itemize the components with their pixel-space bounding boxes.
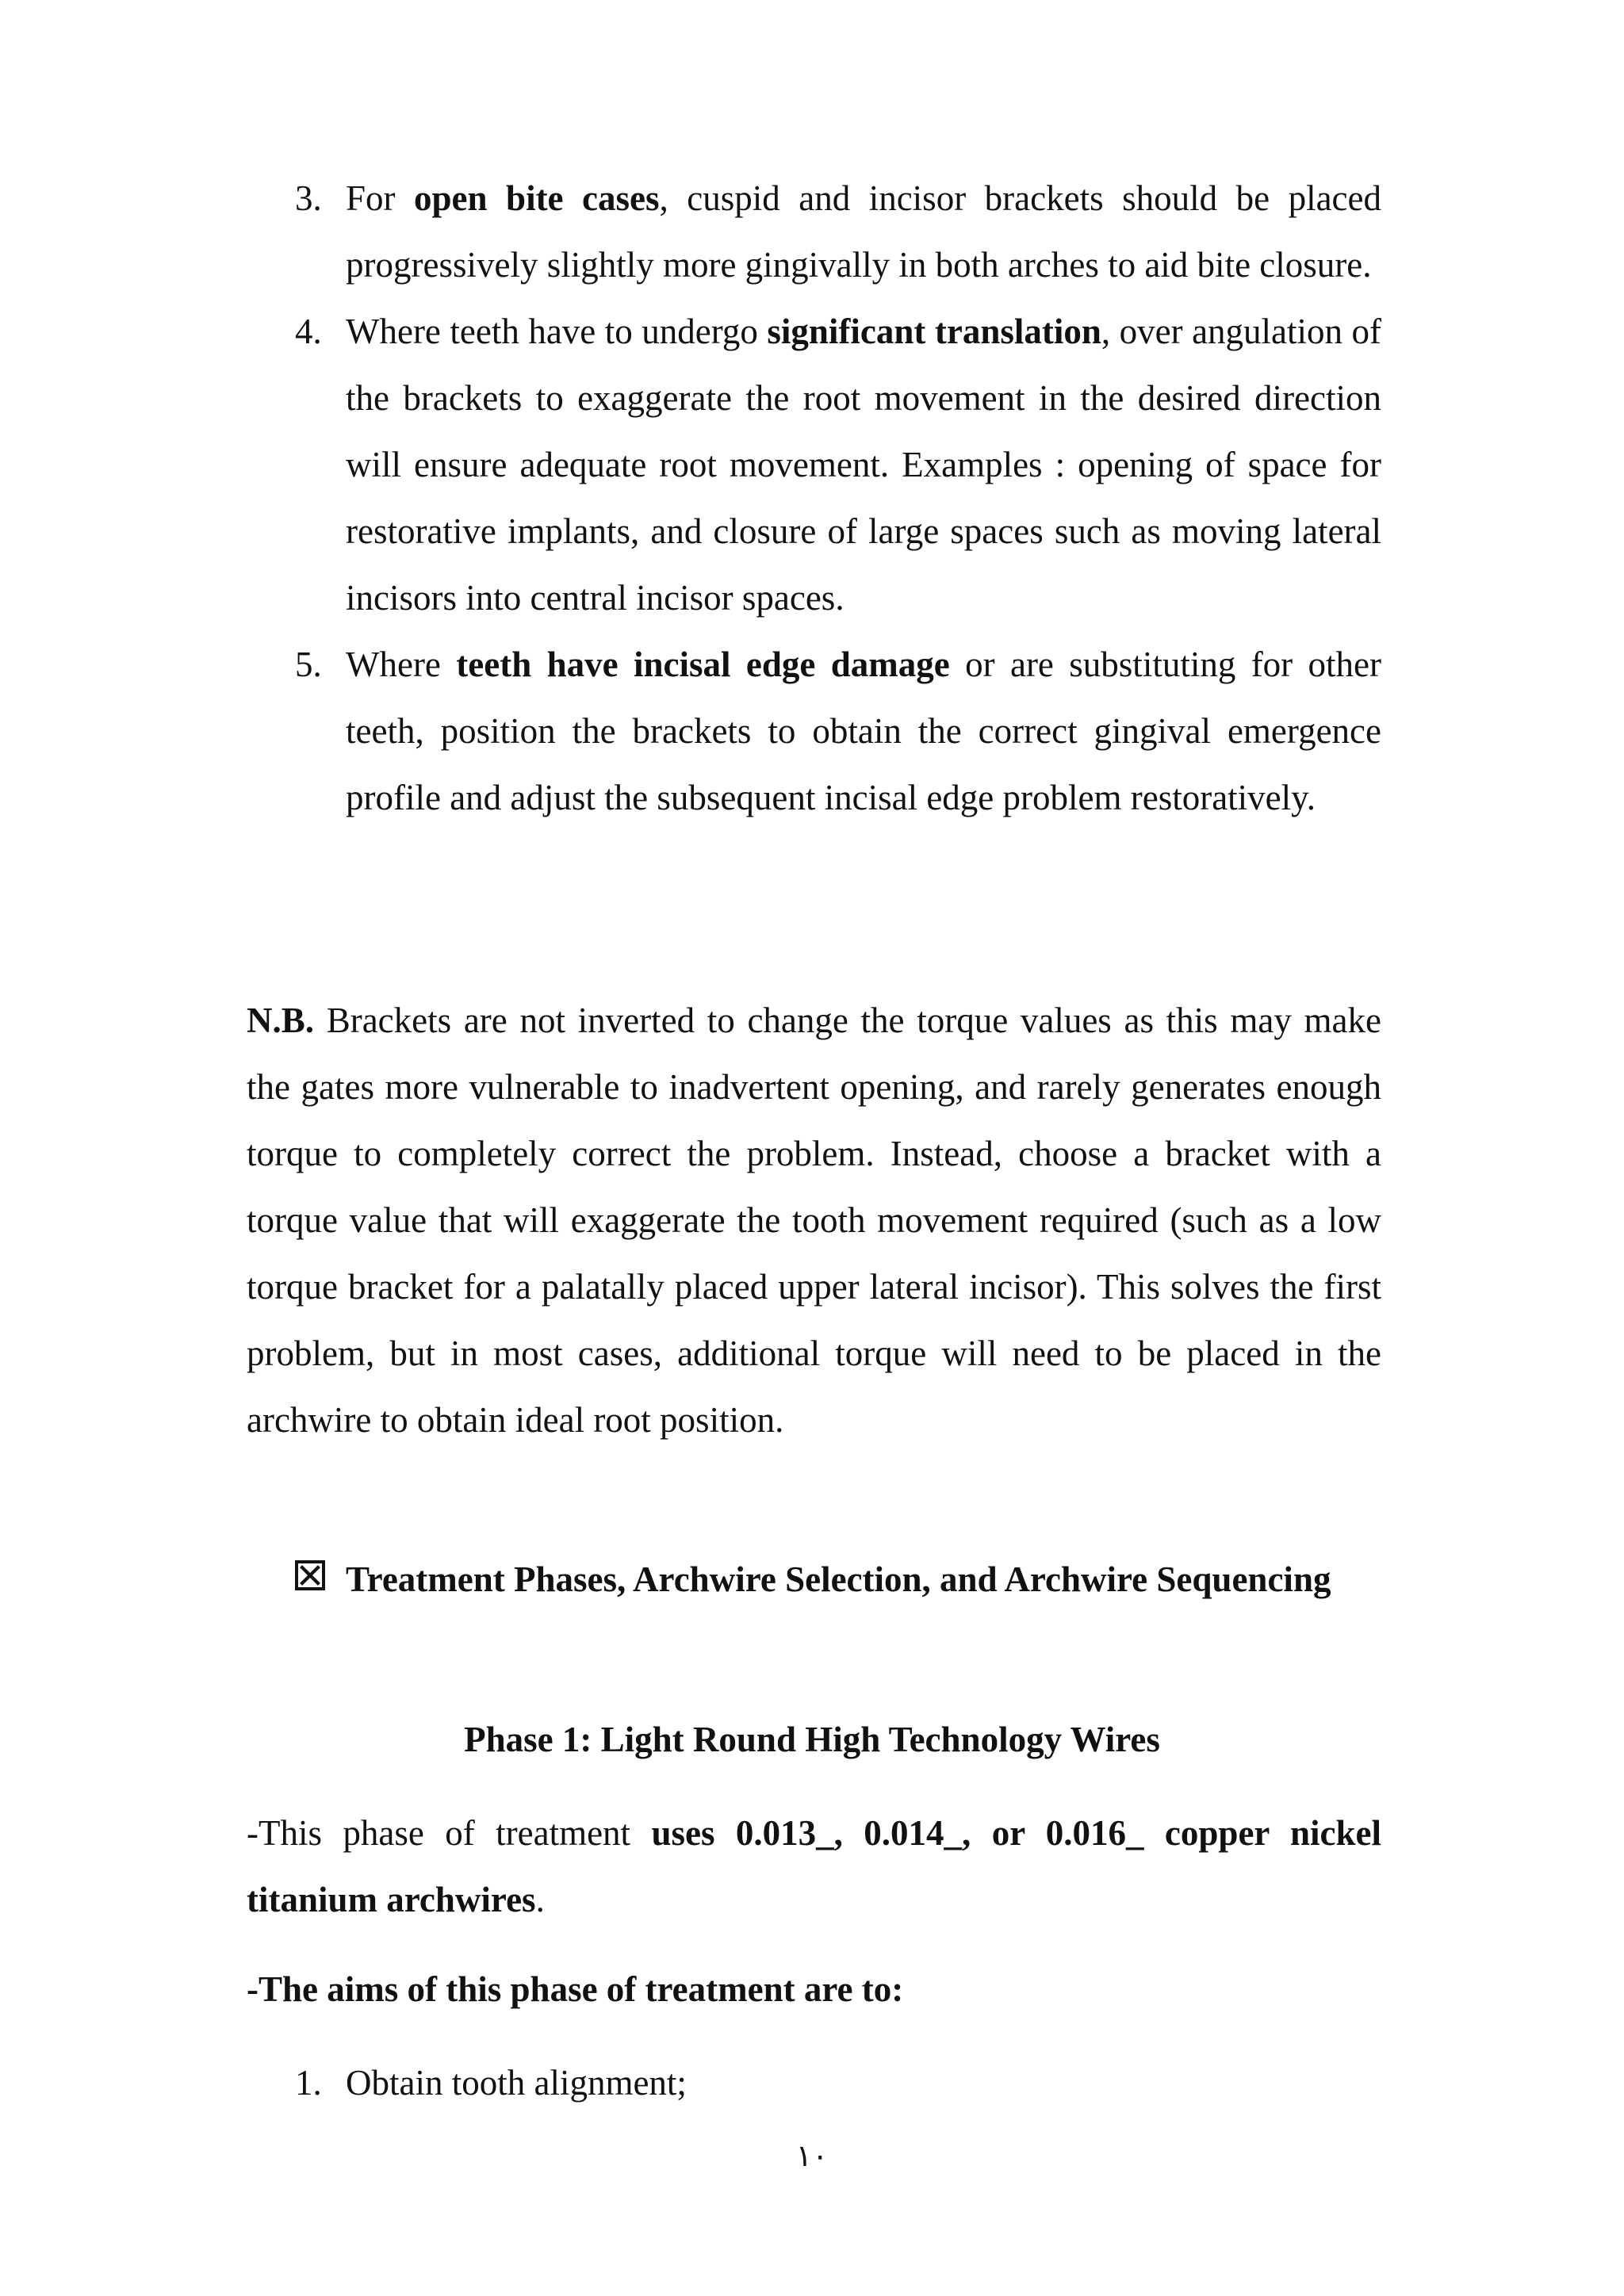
- list-item: [0, 165, 1624, 298]
- emphasis: significant translation: [767, 312, 1101, 351]
- phase-title: Phase 1: Light Round High Technology Wires: [464, 1720, 1160, 1759]
- list-item-text: For open bite cases, cuspid and incisor brackets should be placed progressively slightly more gingivally in both arches to aid bite closure.: [346, 178, 1381, 285]
- aims-list: [0, 2049, 1624, 2116]
- numbered-list: [0, 165, 1624, 831]
- list-item-text: Obtain tooth alignment;: [346, 2063, 687, 2103]
- emphasis: open bite cases: [414, 178, 660, 218]
- list-item-number: 5.: [295, 645, 322, 684]
- list-item: [0, 631, 1624, 831]
- phase-paragraph: -This phase of treatment uses 0.013_, 0.014_, or 0.016_ copper nickel titanium archwires.: [247, 1813, 1381, 1919]
- list-item-number: 1.: [295, 2063, 322, 2103]
- checkbox-x-icon: [295, 1560, 325, 1590]
- section-heading: Treatment Phases, Archwire Selection, and Archwire Sequencing: [295, 1546, 1381, 1613]
- list-item-number: 3.: [295, 178, 322, 218]
- nb-paragraph: N.B. Brackets are not inverted to change the torque values as this may make the gates more vulnerable to inadvertent opening, and rarely generates enough torque to completely correct the problem. Instead, choose a bracket with a torque value that will exaggerate the tooth movement required (such as a low torque bracket for a palatally placed upper lateral incisor). This solves the first problem, but in most cases, additional torque will need to be placed in the archwire to obtain ideal root position.: [247, 1001, 1381, 1440]
- list-item-text: Where teeth have to undergo significant translation, over angulation of the brackets to exaggerate the root movement in the desired direction will ensure adequate root movement. Examples : opening of space for restorative implants, and closure of large spaces such as moving lateral incisors into central incisor spaces.: [346, 312, 1381, 618]
- list-item-number: 4.: [295, 312, 322, 351]
- list-item-text: Where teeth have incisal edge damage or are substituting for other teeth, position the brackets to obtain the correct gingival emergence profile and adjust the subsequent incisal edge problem restoratively.: [346, 645, 1382, 817]
- list-item: [0, 298, 1624, 631]
- emphasis: teeth have incisal edge damage: [456, 645, 950, 684]
- list-item: [0, 2049, 1624, 2116]
- emphasis: uses 0.013_, 0.014_, or 0.016_ copper nickel titanium archwires: [247, 1813, 1381, 1919]
- aims-heading: -The aims of this phase of treatment are to:: [247, 1969, 904, 2009]
- nb-label: N.B.: [247, 1001, 315, 1040]
- page-number: ١٠: [795, 2140, 829, 2173]
